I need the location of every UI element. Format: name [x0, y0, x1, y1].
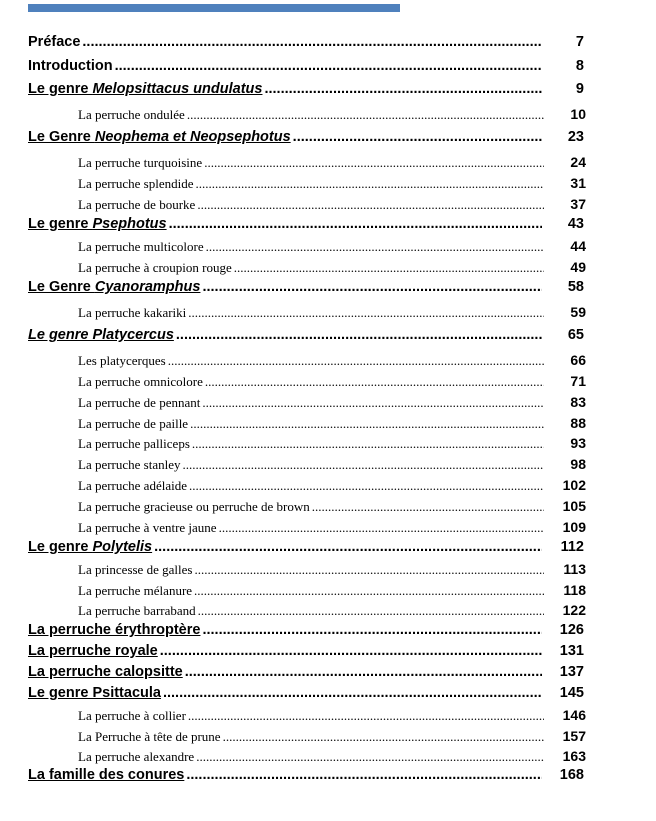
- leader-dots: [234, 260, 544, 276]
- toc-page-number: 58: [567, 279, 584, 295]
- toc-page-number: 37: [570, 196, 586, 212]
- toc-entry-label: Le genre Polytelis: [28, 539, 153, 555]
- leader-dots: [160, 643, 542, 659]
- toc-entry[interactable]: [78, 456, 586, 473]
- toc-entry[interactable]: [28, 34, 584, 50]
- toc-page-number: 65: [567, 327, 584, 343]
- toc-entry-label: La perruche palliceps: [78, 436, 190, 451]
- toc-entry-label: La perruche de paille: [78, 416, 189, 431]
- toc-entry[interactable]: [78, 196, 586, 213]
- toc-entry[interactable]: [28, 327, 584, 343]
- toc-entry-label: Le genre Psittacula: [28, 685, 161, 701]
- toc-entry-label: La perruche omnicolore: [78, 374, 203, 389]
- toc-entry[interactable]: [78, 154, 586, 171]
- toc-page-number: 49: [570, 259, 586, 275]
- toc-entry-label: La perruche mélanure: [78, 583, 193, 598]
- toc-page-number: 31: [570, 175, 586, 191]
- toc-entry[interactable]: [78, 582, 586, 599]
- toc-entry[interactable]: [28, 279, 584, 295]
- leader-dots: [264, 81, 542, 97]
- leader-dots: [202, 279, 542, 295]
- toc-entry-label: La famille des conures: [28, 767, 185, 783]
- toc-entry-label: Préface: [28, 34, 81, 50]
- leader-dots: [223, 729, 544, 745]
- toc-page-number: 7: [575, 34, 584, 50]
- toc-entry[interactable]: [78, 728, 586, 745]
- toc-entry[interactable]: [28, 685, 584, 701]
- toc-entry[interactable]: [78, 498, 586, 515]
- toc-page-number: 113: [563, 561, 586, 577]
- toc-page-number: 109: [562, 519, 586, 535]
- leader-dots: [190, 416, 544, 432]
- toc-entry[interactable]: [28, 622, 584, 638]
- toc-entry-label: La perruche de bourke: [78, 197, 196, 212]
- toc-page-number: 145: [559, 685, 584, 701]
- toc-entry-label: La princesse de galles: [78, 562, 193, 577]
- toc-entry-label: La perruche barraband: [78, 603, 196, 618]
- toc-page-number: 98: [570, 456, 586, 472]
- toc-entry[interactable]: [78, 561, 586, 578]
- toc-entry-label: Le Genre Cyanoramphus: [28, 279, 201, 295]
- toc-entry[interactable]: [78, 175, 586, 192]
- leader-dots: [197, 197, 544, 213]
- toc-page-number: 126: [559, 622, 584, 638]
- toc-entry-label: Introduction: [28, 58, 113, 74]
- toc-entry[interactable]: [78, 106, 586, 123]
- leader-dots: [202, 395, 544, 411]
- leader-dots: [312, 499, 544, 515]
- leader-dots: [176, 327, 542, 343]
- toc-page-number: 137: [559, 664, 584, 680]
- toc-page-number: 112: [560, 539, 584, 555]
- toc-page-number: 118: [563, 582, 586, 598]
- leader-dots: [202, 622, 542, 638]
- toc-page-number: 102: [562, 477, 586, 493]
- toc-entry[interactable]: [78, 748, 586, 765]
- toc-entry[interactable]: [78, 238, 586, 255]
- leader-dots: [189, 478, 544, 494]
- toc-page-number: 146: [562, 707, 586, 723]
- toc-entry-label: Les platycerques: [78, 353, 166, 368]
- toc-entry-label: Le genre Platycercus: [28, 327, 174, 343]
- toc-entry-label: La perruche calopsitte: [28, 664, 183, 680]
- toc-entry-label: La perruche royale: [28, 643, 158, 659]
- toc-entry-label: La perruche alexandre: [78, 749, 195, 764]
- leader-dots: [183, 457, 544, 473]
- toc-entry-label: La perruche splendide: [78, 176, 194, 191]
- leader-dots: [206, 239, 544, 255]
- toc-page-number: 23: [567, 129, 584, 145]
- toc-entry-label: La perruche à croupion rouge: [78, 260, 232, 275]
- leader-dots: [196, 749, 544, 765]
- toc-entry-label: La perruche gracieuse ou perruche de brown: [78, 499, 310, 514]
- leader-dots: [169, 216, 542, 232]
- leader-dots: [163, 685, 542, 701]
- toc-entry[interactable]: [28, 664, 584, 680]
- leader-dots: [205, 374, 544, 390]
- toc-entry-label: La perruche à collier: [78, 708, 186, 723]
- toc-page-number: 43: [567, 216, 584, 232]
- toc-page-number: 44: [570, 238, 586, 254]
- toc-entry[interactable]: [28, 767, 584, 783]
- leader-dots: [196, 176, 544, 192]
- toc-page-number: 24: [570, 154, 586, 170]
- toc-entry[interactable]: [28, 129, 584, 145]
- toc-entry-label: La perruche à ventre jaune: [78, 520, 217, 535]
- toc-page-number: 88: [570, 415, 586, 431]
- leader-dots: [188, 305, 544, 321]
- toc-entry-label: La perruche de pennant: [78, 395, 201, 410]
- toc-page-number: 163: [562, 748, 586, 764]
- toc-page-number: 8: [575, 58, 584, 74]
- toc-entry-label: Le genre Melopsittacus undulatus: [28, 81, 263, 97]
- leader-dots: [187, 107, 544, 123]
- toc-entry-label: La perruche adélaide: [78, 478, 187, 493]
- leader-dots: [194, 562, 544, 578]
- leader-dots: [154, 539, 542, 555]
- toc-entry[interactable]: [28, 216, 584, 232]
- toc-entry[interactable]: [28, 643, 584, 659]
- toc-page-number: 83: [570, 394, 586, 410]
- leader-dots: [198, 603, 544, 619]
- leader-dots: [82, 34, 542, 50]
- toc-page-number: 105: [562, 498, 586, 514]
- toc-entry-label: La perruche turquoisine: [78, 155, 203, 170]
- toc-entry-label: La perruche ondulée: [78, 107, 185, 122]
- toc-entry[interactable]: [28, 539, 584, 555]
- toc-page-number: 66: [570, 352, 586, 368]
- toc-entry-label: La perruche kakariki: [78, 305, 187, 320]
- toc-page-number: 9: [575, 81, 584, 97]
- toc-entry[interactable]: [78, 707, 586, 724]
- toc-entry[interactable]: [78, 415, 586, 432]
- leader-dots: [115, 58, 542, 74]
- toc-entry[interactable]: [78, 373, 586, 390]
- toc-entry[interactable]: [78, 435, 586, 452]
- toc-page-number: 93: [570, 435, 586, 451]
- toc-entry[interactable]: [78, 304, 586, 321]
- toc-entry[interactable]: [78, 519, 586, 536]
- leader-dots: [204, 155, 544, 171]
- toc-entry[interactable]: [28, 58, 584, 74]
- toc-entry-label: La perruche érythroptère: [28, 622, 201, 638]
- toc-page-number: 59: [570, 304, 586, 320]
- leader-dots: [185, 664, 542, 680]
- leader-dots: [293, 129, 542, 145]
- leader-dots: [186, 767, 542, 783]
- toc-page-number: 168: [559, 767, 584, 783]
- toc-entry[interactable]: [78, 352, 586, 369]
- leader-dots: [188, 708, 544, 724]
- toc-page-number: 10: [570, 106, 586, 122]
- toc-entry-label: La perruche stanley: [78, 457, 181, 472]
- toc-page-number: 131: [559, 643, 584, 659]
- leader-dots: [192, 436, 544, 452]
- leader-dots: [219, 520, 544, 536]
- toc-entry-label: La Perruche à tête de prune: [78, 729, 221, 744]
- toc-entry[interactable]: [78, 394, 586, 411]
- toc-entry[interactable]: [78, 477, 586, 494]
- toc-entry-label: La perruche multicolore: [78, 239, 204, 254]
- toc-page-number: 122: [562, 602, 586, 618]
- toc-entry-label: Le genre Psephotus: [28, 216, 167, 232]
- toc-entry-label: Le Genre Neophema et Neopsephotus: [28, 129, 291, 145]
- leader-dots: [194, 583, 544, 599]
- toc-entry[interactable]: [28, 81, 584, 97]
- toc-entry[interactable]: [78, 602, 586, 619]
- leader-dots: [168, 353, 544, 369]
- toc-entry[interactable]: [78, 259, 586, 276]
- toc-page-number: 71: [570, 373, 586, 389]
- toc-page-number: 157: [562, 728, 586, 744]
